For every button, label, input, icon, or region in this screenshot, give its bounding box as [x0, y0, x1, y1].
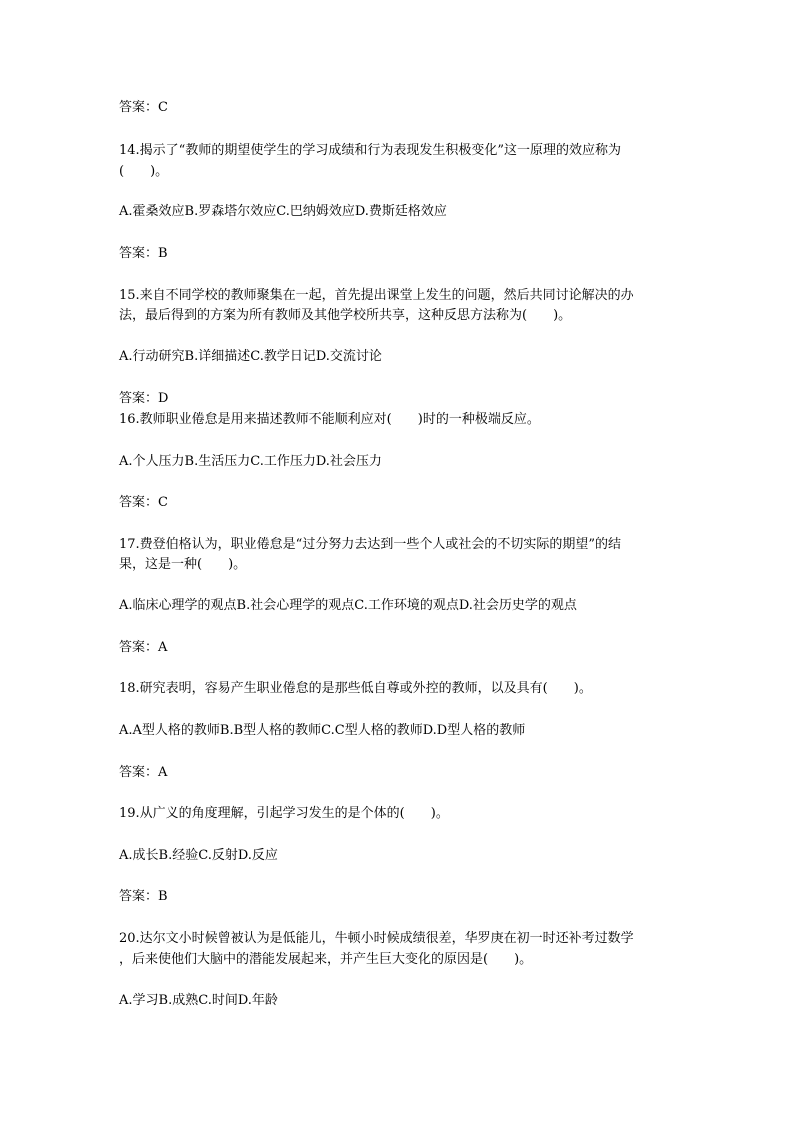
answer-19: 答案：B	[119, 889, 168, 904]
question-20-line-1: 20.达尔文小时候曾被认为是低能儿，牛顿小时候成绩很差，华罗庚在初一时还补考过数学	[119, 931, 634, 946]
answer-14: 答案：B	[119, 246, 168, 261]
question-19-options: A.成长B.经验C.反射D.反应	[119, 848, 278, 863]
question-15-options: A.行动研究B.详细描述C.教学日记D.交流讨论	[119, 349, 382, 364]
question-14-line-2: ( )。	[119, 164, 169, 179]
question-19-line-1: 19.从广义的角度理解，引起学习发生的是个体的( )。	[119, 806, 449, 821]
question-15-line-1: 15.来自不同学校的教师聚集在一起，首先提出课堂上发生的问题，然后共同讨论解决的办	[119, 288, 634, 303]
answer-16: 答案：C	[119, 495, 168, 510]
question-17-line-2: 果，这是一种( )。	[119, 557, 247, 572]
question-14-line-1: 14.揭示了“教师的期望使学生的学习成绩和行为表现发生积极变化”这一原理的效应称为	[119, 143, 621, 158]
question-14-options: A.霍桑效应B.罗森塔尔效应C.巴纳姆效应D.费斯廷格效应	[119, 204, 447, 219]
answer-18: 答案：A	[119, 765, 168, 780]
question-20-line-2: ，后来使他们大脑中的潜能发展起来，并产生巨大变化的原因是( )。	[119, 952, 533, 967]
question-20-options: A.学习B.成熟C.时间D.年龄	[119, 993, 278, 1008]
question-16-line-1: 16.教师职业倦怠是用来描述教师不能顺利应对( )时的一种极端反应。	[119, 412, 540, 427]
question-18-line-1: 18.研究表明，容易产生职业倦怠的是那些低自尊或外控的教师，以及具有( )。	[119, 681, 592, 696]
question-16-options: A.个人压力B.生活压力C.工作压力D.社会压力	[119, 454, 382, 469]
answer-15: 答案：D	[119, 391, 169, 406]
answer-13: 答案：C	[119, 100, 168, 115]
question-17-line-1: 17.费登伯格认为，职业倦怠是“过分努力去达到一些个人或社会的不切实际的期望”的结	[119, 537, 621, 552]
question-17-options: A.临床心理学的观点B.社会心理学的观点C.工作环境的观点D.社会历史学的观点	[119, 598, 577, 613]
answer-17: 答案：A	[119, 640, 168, 655]
question-15-line-2: 法，最后得到的方案为所有教师及其他学校所共享，这种反思方法称为( )。	[119, 308, 572, 323]
question-18-options: A.A型人格的教师B.B型人格的教师C.C型人格的教师D.D型人格的教师	[119, 723, 526, 738]
